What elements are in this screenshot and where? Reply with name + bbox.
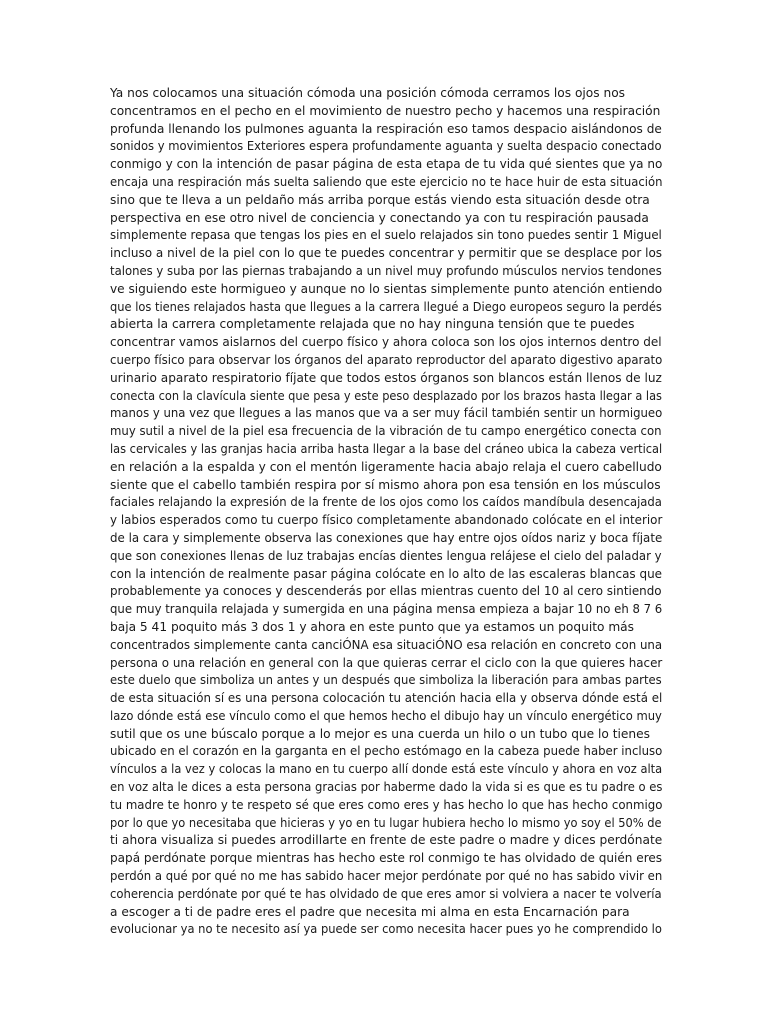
text-line: tu madre te honro y te respeto sé que eres como eres y has hecho lo que has hecho conmigo (110, 797, 663, 812)
text-line: ve siguiendo este hormigueo y aunque no lo sientas simplemente punto atención entiendo (110, 281, 663, 296)
text-line: perspectiva en ese otro nivel de conciencia y conectando ya con tu respiración pausada (110, 210, 649, 225)
text-line: encaja una respiración más suelta saliendo que este ejercicio no te hace huir de esta situación (110, 174, 663, 189)
text-line: y labios esperados como tu cuerpo físico completamente abandonado colócate en el interior (110, 513, 663, 528)
text-line: papá perdónate porque mientras has hecho este rol conmigo te has olvidado de quién eres (110, 851, 663, 866)
text-line: perdón a qué por qué no me has sabido hacer mejor perdónate por qué no has sabido vivir en (110, 869, 663, 884)
text-line: persona o una relación en general con la que quieras cerrar el ciclo con la que quieres hacer (110, 655, 663, 670)
text-line: abierta la carrera completamente relajada que no hay ninguna tensión que te puedes (110, 317, 635, 332)
text-line: manos y una vez que llegues a las manos que va a ser muy fácil también sentir un hormigueo (110, 406, 663, 421)
text-line: de esta situación sí es una persona colocación tu atención hacia ella y observa dónde está el (110, 691, 663, 706)
text-line: con la intención de realmente pasar página colócate en lo alto de las escaleras blancas que (110, 566, 663, 581)
text-line: conmigo y con la intención de pasar página de esta etapa de tu vida qué sientes que ya no (110, 157, 663, 172)
text-line: lazo dónde está ese vínculo como el que hemos hecho el dibujo hay un vínculo energético muy (110, 708, 662, 723)
text-line: a escoger a ti de padre eres el padre que necesita mi alma en esta Encarnación para (110, 904, 630, 919)
text-line: evolucionar ya no te necesito así ya puede ser como necesita hacer pues yo he comprendido lo (110, 922, 662, 937)
text-line: por lo que yo necesitaba que hicieras y yo en tu lugar hubiera hecho lo mismo yo soy el 50% de (110, 815, 662, 830)
text-line: las cervicales y las granjas hacia arriba hasta llegar a la base del cráneo ubica la cabeza vertical (110, 441, 663, 456)
text-line: profunda llenando los pulmones aguanta la respiración eso tamos despacio aislándonos de (110, 121, 662, 136)
text-line: concentrar vamos aislarnos del cuerpo físico y ahora coloca son los ojos internos dentro del (110, 335, 662, 350)
text-line: que son conexiones llenas de luz trabajas encías dientes lengua relájese el cielo del paladar y (110, 548, 662, 563)
text-line: este duelo que simboliza un antes y un después que simboliza la liberación para ambas partes (110, 673, 662, 688)
text-line: probablemente ya conoces y descenderás por ellas mientras cuento del 10 al cero sintiendo (110, 584, 662, 599)
text-line: sonidos y movimientos Exteriores espera profundamente aguanta y suelta despacio conectado (110, 139, 662, 154)
text-line: en voz alta le dices a esta persona gracias por haberme dado la vida si es que es tu padre o es (110, 780, 663, 795)
text-line: cuerpo físico para observar los órganos del aparato reproductor del aparato digestivo aparato (110, 352, 663, 367)
text-line: concentramos en el pecho en el movimiento de nuestro pecho y hacemos una respiración (110, 103, 661, 118)
text-line: concentrados simplemente canta canciÓNA esa situaciÓNO esa relación en concreto con una (110, 637, 663, 652)
text-line: simplemente repasa que tengas los pies en el suelo relajados sin tono puedes sentir 1 Miguel (110, 228, 662, 243)
text-line: que los tienes relajados hasta que llegues a la carrera llegué a Diego europeos seguro la perdés (110, 299, 662, 314)
text-line: de la cara y simplemente observa las conexiones que hay entre ojos oídos nariz y boca fíjate (110, 530, 663, 545)
text-line: en relación a la espalda y con el mentón ligeramente hacia abajo relaja el cuero cabelludo (110, 459, 662, 474)
text-line: urinario aparato respiratorio fíjate que todos estos órganos son blancos están llenos de luz (110, 370, 662, 385)
text-line: muy sutil a nivel de la piel esa frecuencia de la vibración de tu campo energético conecta con (110, 424, 662, 439)
text-line: siente que el cabello también respira por sí mismo ahora pon esa tensión en los músculos (110, 477, 661, 492)
text-line: coherencia perdónate por qué te has olvidado de que eres amor si volviera a nacer te volvería (110, 886, 662, 901)
text-line: talones y suba por las piernas trabajando a un nivel muy profundo músculos nervios tendones (110, 263, 662, 278)
text-line: incluso a nivel de la piel con lo que te puedes concentrar y permitir que se desplace por los (110, 246, 663, 261)
text-line: sutil que os une búscalo porque a lo mejor es una cuerda un hilo o un tubo que lo tienes (110, 726, 650, 741)
text-line: ubicado en el corazón en la garganta en el pecho estómago en la cabeza puede haber incluso (110, 744, 663, 759)
body-paragraph (110, 85, 662, 939)
text-line: Ya nos colocamos una situación cómoda una posición cómoda cerramos los ojos nos (110, 86, 626, 100)
text-line: ti ahora visualiza si puedes arrodillarte en frente de este padre o madre y dices perdónate (110, 833, 663, 848)
text-line: baja 5 41 poquito más 3 dos 1 y ahora en este punto que ya estamos un poquito más (110, 619, 635, 634)
text-line: que muy tranquila relajada y sumergida en una página mensa empieza a bajar 10 no eh 8 7 6 (110, 602, 663, 617)
text-line: sino que te lleva a un peldaño más arriba porque estás viendo esta situación desde otra (110, 192, 650, 207)
text-line: vínculos a la vez y colocas la mano en tu cuerpo allí donde está este vínculo y ahora en voz alta (110, 762, 663, 777)
text-line: conecta con la clavícula siente que pesa y este peso desplazado por los brazos hasta llegar a las (110, 388, 662, 403)
text-line: faciales relajando la expresión de la frente de los ojos como los caídos mandíbula desencajada (110, 495, 662, 510)
